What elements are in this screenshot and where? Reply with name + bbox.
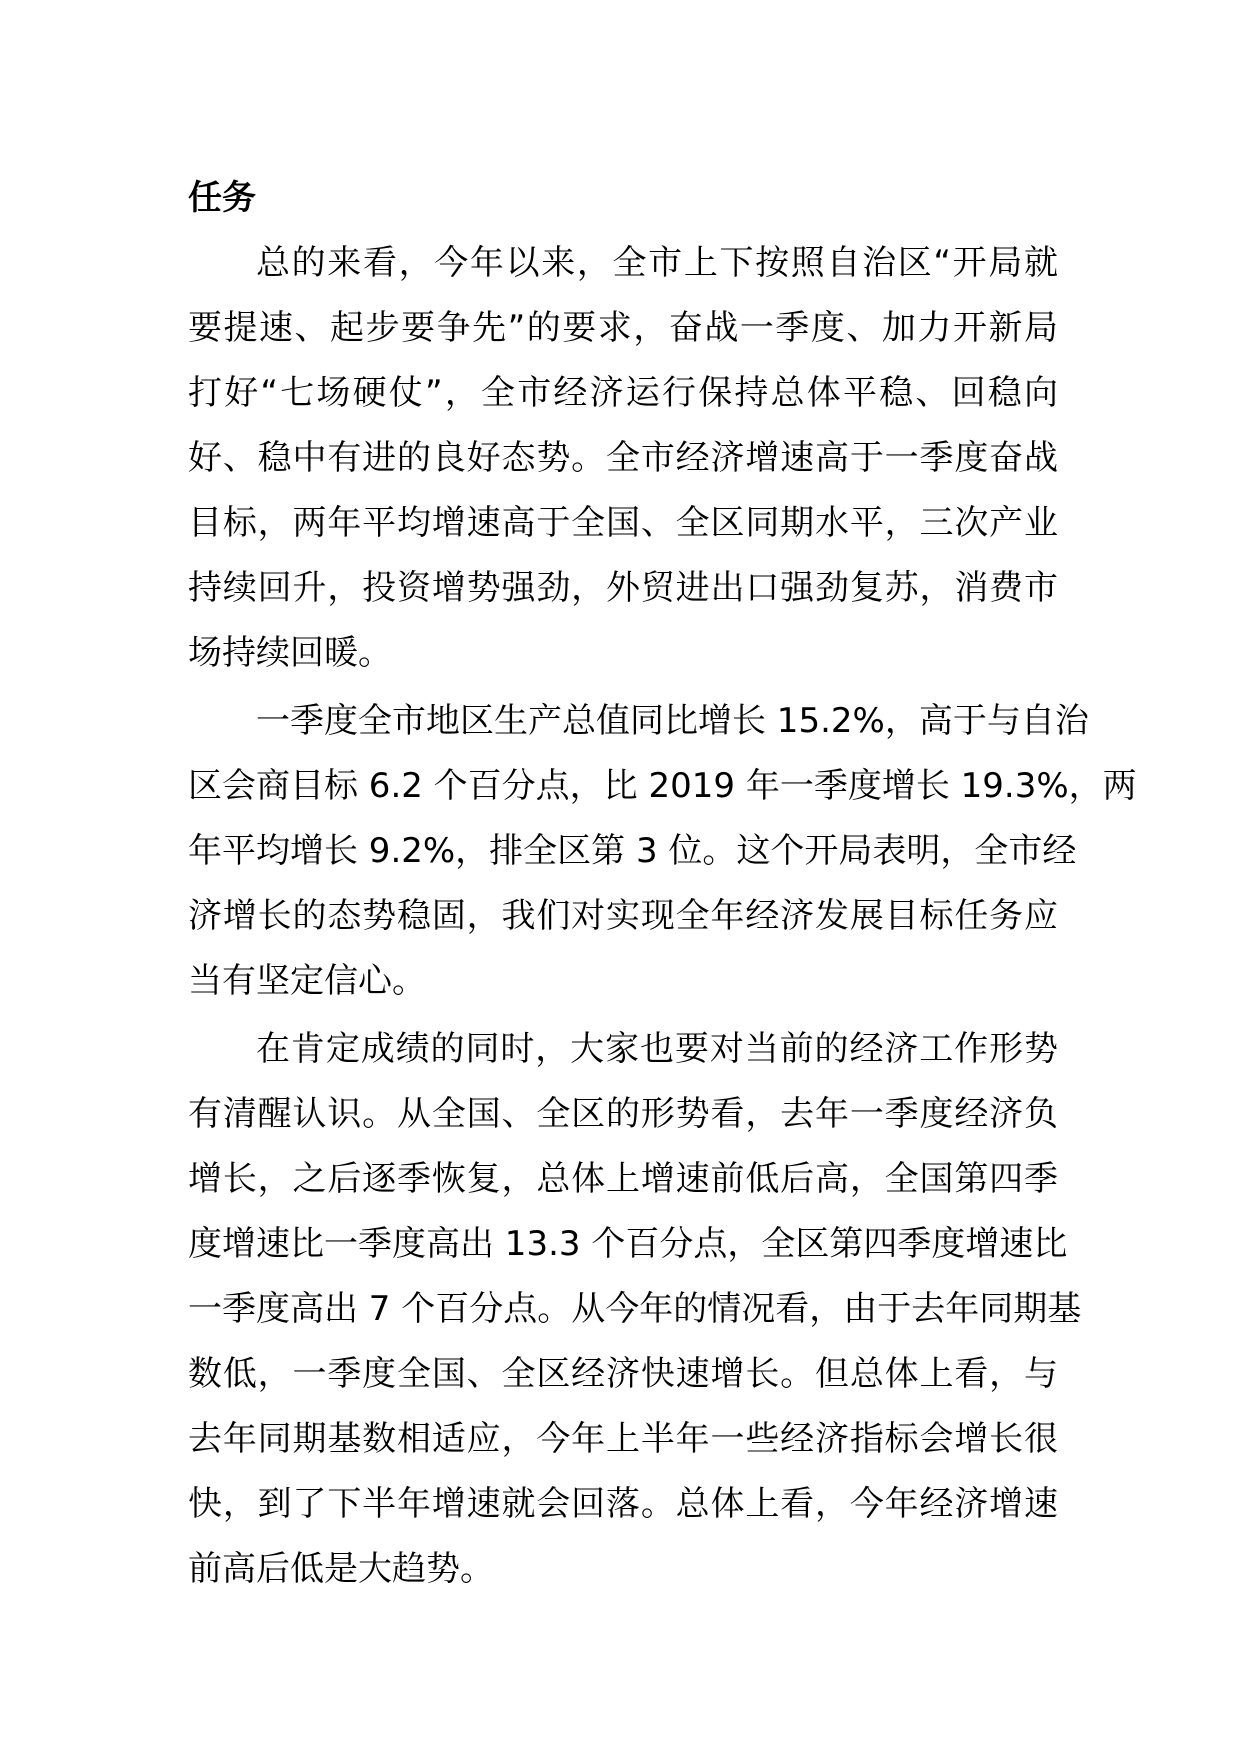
paragraph-line: 济增长的态势稳固，我们对实现全年经济发展目标任务应 <box>188 896 1058 936</box>
paragraph-line: 有清醒认识。从全国、全区的形势看，去年一季度经济负 <box>188 1094 1058 1134</box>
paragraph-line: 打好“七场硬仗”，全市经济运行保持总体平稳、回稳向 <box>188 373 1058 413</box>
paragraph-line: 去年同期基数相适应，今年上半年一些经济指标会增长很 <box>188 1419 1058 1459</box>
paragraph-line: 目标，两年平均增速高于全国、全区同期水平，三次产业 <box>188 503 1058 543</box>
paragraph-line: 一季度高出 7 个百分点。从今年的情况看，由于去年同期基 <box>188 1289 1082 1329</box>
paragraph-line: 区会商目标 6.2 个百分点，比 2019 年一季度增长 19.3%，两 <box>188 766 1137 806</box>
paragraph-line: 数低，一季度全国、全区经济快速增长。但总体上看，与 <box>188 1354 1058 1394</box>
paragraph-line: 持续回升，投资增势强劲，外贸进出口强劲复苏，消费市 <box>188 568 1058 608</box>
paragraph-line: 年平均增长 9.2%，排全区第 3 位。这个开局表明，全市经 <box>188 831 1077 871</box>
paragraph-line: 总的来看，今年以来，全市上下按照自治区“开局就 <box>256 243 1058 283</box>
paragraph-line: 场持续回暖。 <box>188 633 392 673</box>
paragraph-line: 度增速比一季度高出 13.3 个百分点，全区第四季度增速比 <box>188 1224 1068 1264</box>
paragraph-3 <box>188 1017 1082 1602</box>
paragraph-line: 要提速、起步要争先”的要求，奋战一季度、加力开新局 <box>188 308 1058 348</box>
paragraph-line: 在肯定成绩的同时，大家也要对当前的经济工作形势 <box>256 1029 1058 1069</box>
paragraph-line: 当有坚定信心。 <box>188 961 426 1001</box>
paragraph-line: 前高后低是大趋势。 <box>188 1549 494 1589</box>
document-body <box>188 166 1137 1602</box>
paragraph-2 <box>188 689 1137 1014</box>
paragraph-1 <box>188 231 1058 686</box>
paragraph-line: 快，到了下半年增速就会回落。总体上看，今年经济增速 <box>188 1484 1058 1524</box>
paragraph-line: 增长，之后逐季恢复，总体上增速前低后高，全国第四季 <box>188 1159 1058 1199</box>
paragraph-line: 好、稳中有进的良好态势。全市经济增速高于一季度奋战 <box>188 438 1058 478</box>
section-heading: 任务 <box>188 178 256 218</box>
paragraph-line: 一季度全市地区生产总值同比增长 15.2%，高于与自治 <box>256 701 1089 741</box>
